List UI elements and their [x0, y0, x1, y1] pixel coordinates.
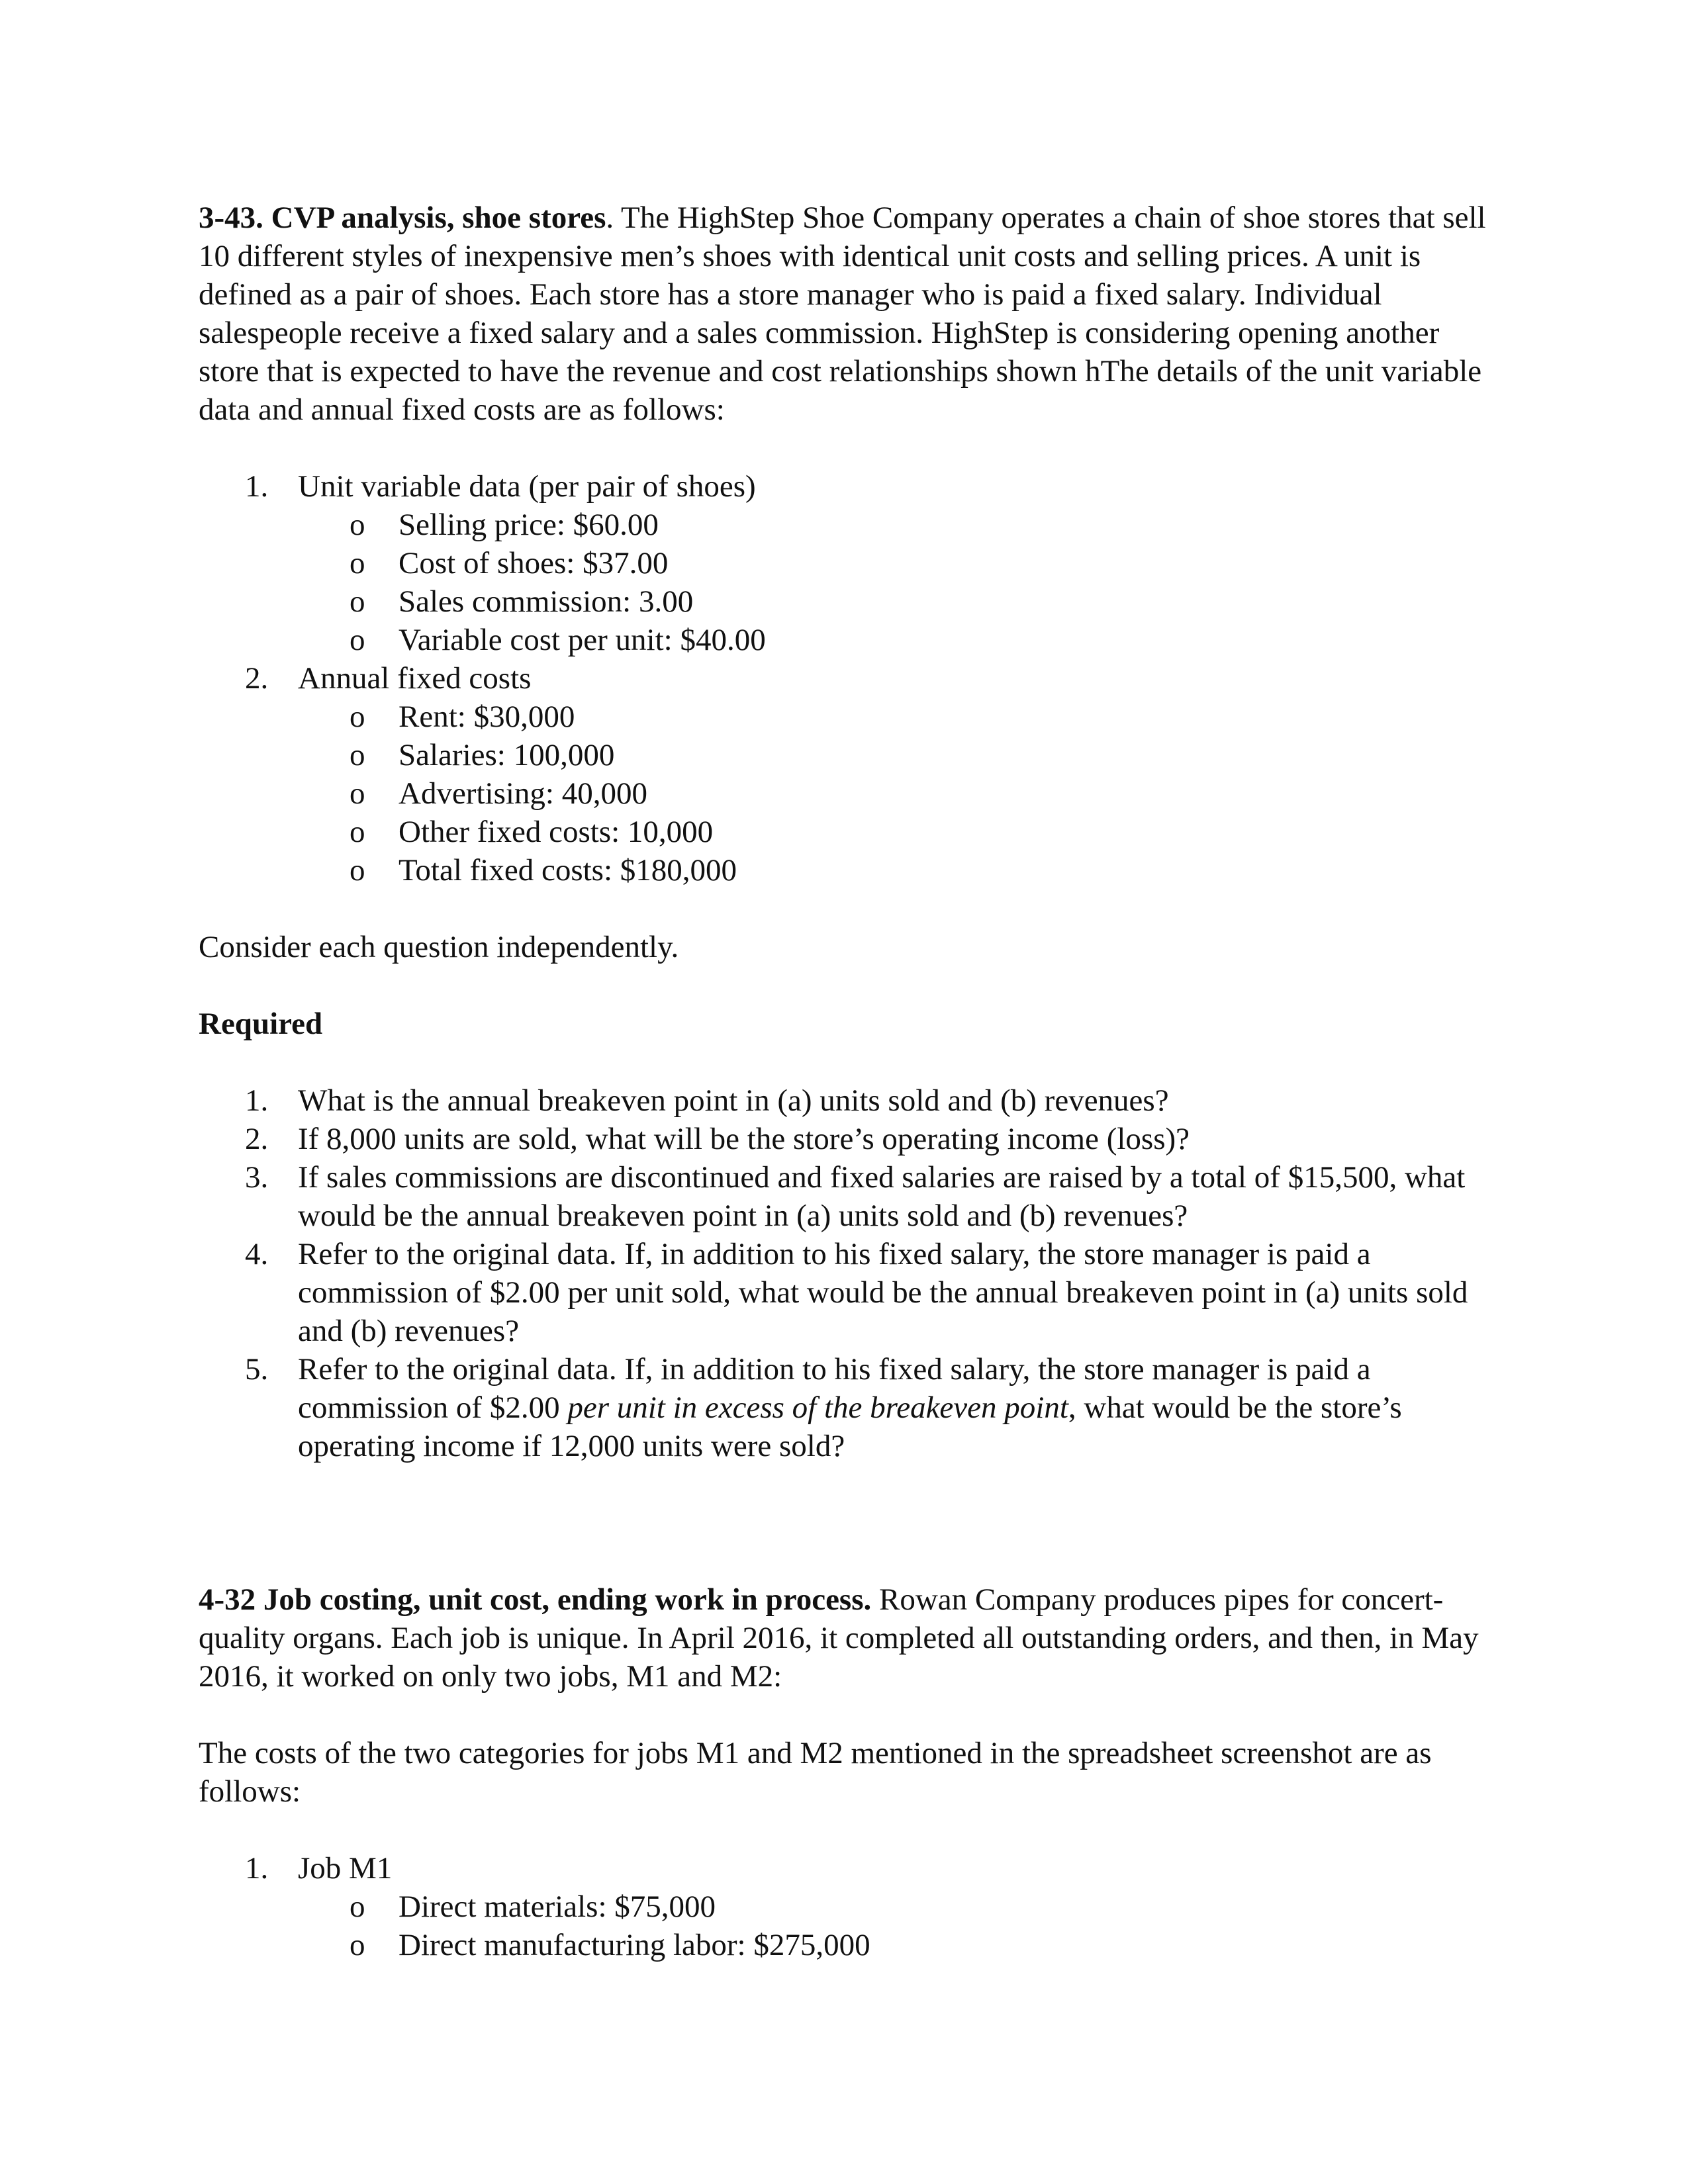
list-item-text: Rent: $30,000	[399, 700, 575, 734]
list-item	[199, 582, 1489, 621]
bullet-icon: o	[350, 508, 365, 542]
list-item-text: Other fixed costs: 10,000	[399, 815, 714, 849]
problem-1-data-list-2	[199, 659, 1489, 698]
list-number: 2.	[245, 661, 269, 696]
question-text: Refer to the original data. If, in addition to his fixed salary, the store manager is paid a commission of $2.00 per unit sold, what would be the annual breakeven point in (a) units sold and (b) revenues?	[298, 1237, 1468, 1348]
question-text-part: , what would be the store’s operating income if 12,000 units were sold?	[298, 1390, 1402, 1463]
question-text	[298, 1352, 1402, 1463]
list-item-text: Selling price: $60.00	[399, 508, 659, 542]
list-item	[199, 544, 1489, 582]
question-text: If 8,000 units are sold, what will be the store’s operating income (loss)?	[298, 1122, 1190, 1156]
list-item-text: Direct manufacturing labor: $275,000	[399, 1928, 870, 1962]
unit-variable-data-list	[199, 506, 1489, 659]
question-number: 3.	[245, 1160, 269, 1195]
job-list	[199, 1849, 1489, 1888]
problem-1-intro-text: . The HighStep Shoe Company operates a chain of shoe stores that sell 10 different styles of inexpensive men’s shoes with identical unit costs and selling prices. A unit is defined as a pair of shoes. Each store has a store manager who is paid a fixed salary. Individual salespeople receive a fixed salary and a sales commission. HighStep is considering opening another store that is expected to have the revenue and cost relationships shown hThe details of the unit variable data and annual fixed costs are as follows:	[199, 201, 1486, 427]
consider-text: Consider each question independently.	[199, 930, 679, 964]
bullet-icon: o	[350, 776, 365, 811]
list-label: Annual fixed costs	[298, 661, 532, 696]
list-item-text: Salaries: 100,000	[399, 738, 615, 772]
list-item-text: Total fixed costs: $180,000	[399, 853, 737, 887]
list-item	[199, 659, 1489, 698]
problem-1-data-list	[199, 467, 1489, 506]
list-item	[199, 698, 1489, 736]
question-item	[199, 1158, 1489, 1235]
list-number: 1.	[245, 469, 269, 504]
bullet-icon: o	[350, 1889, 365, 1924]
list-item-text: Variable cost per unit: $40.00	[399, 623, 766, 657]
question-item	[199, 1350, 1489, 1465]
problem-2-intro	[199, 1580, 1489, 1696]
bullet-icon: o	[350, 853, 365, 887]
document-page	[199, 199, 1489, 1964]
bullet-icon: o	[350, 700, 365, 734]
required-questions-list	[199, 1081, 1489, 1465]
list-item-text: Sales commission: 3.00	[399, 584, 694, 619]
list-item-text: Cost of shoes: $37.00	[399, 546, 669, 580]
list-item	[199, 813, 1489, 851]
annual-fixed-costs-list	[199, 698, 1489, 889]
question-text: If sales commissions are discontinued and fixed salaries are raised by a total of $15,500, what would be the annual breakeven point in (a) units sold and (b) revenues?	[298, 1160, 1466, 1233]
problem-1-heading: 3-43. CVP analysis, shoe stores	[199, 201, 606, 235]
list-item	[199, 1888, 1489, 1926]
question-number: 4.	[245, 1237, 269, 1271]
bullet-icon: o	[350, 584, 365, 619]
question-number: 2.	[245, 1122, 269, 1156]
job-m1-costs-list	[199, 1888, 1489, 1964]
problem-2-heading: 4-32 Job costing, unit cost, ending work in process.	[199, 1582, 872, 1617]
question-text-part: Refer to the original data. If, in addition to his fixed salary, the store manager is paid a commission of $2.00	[298, 1352, 1371, 1425]
list-label: Job M1	[298, 1851, 393, 1886]
question-item	[199, 1120, 1489, 1158]
costs-intro-text: The costs of the two categories for jobs M1 and M2 mentioned in the spreadsheet screenshot are as follows:	[199, 1736, 1432, 1809]
bullet-icon: o	[350, 815, 365, 849]
list-label: Unit variable data (per pair of shoes)	[298, 469, 756, 504]
question-text-italic: per unit in excess of the breakeven point	[567, 1390, 1068, 1425]
list-item	[199, 467, 1489, 506]
list-item-text: Advertising: 40,000	[399, 776, 647, 811]
list-number: 1.	[245, 1851, 269, 1886]
list-item	[199, 506, 1489, 544]
list-item	[199, 1849, 1489, 1888]
required-heading	[199, 1005, 1489, 1043]
bullet-icon: o	[350, 1928, 365, 1962]
question-number: 1.	[245, 1083, 269, 1118]
list-item	[199, 736, 1489, 774]
list-item	[199, 621, 1489, 659]
question-text: What is the annual breakeven point in (a) units sold and (b) revenues?	[298, 1083, 1169, 1118]
question-item	[199, 1081, 1489, 1120]
bullet-icon: o	[350, 738, 365, 772]
question-item	[199, 1235, 1489, 1350]
bullet-icon: o	[350, 623, 365, 657]
list-item	[199, 1926, 1489, 1964]
problem-2-intro-text: Rowan Company produces pipes for concert-quality organs. Each job is unique. In April 2016, it completed all outstanding orders, and then, in May 2016, it worked on only two jobs, M1 and M2:	[199, 1582, 1479, 1694]
list-item	[199, 851, 1489, 889]
question-number: 5.	[245, 1352, 269, 1387]
required-heading-text: Required	[199, 1007, 323, 1041]
problem-1-intro	[199, 199, 1489, 429]
bullet-icon: o	[350, 546, 365, 580]
list-item	[199, 774, 1489, 813]
list-item-text: Direct materials: $75,000	[399, 1889, 716, 1924]
